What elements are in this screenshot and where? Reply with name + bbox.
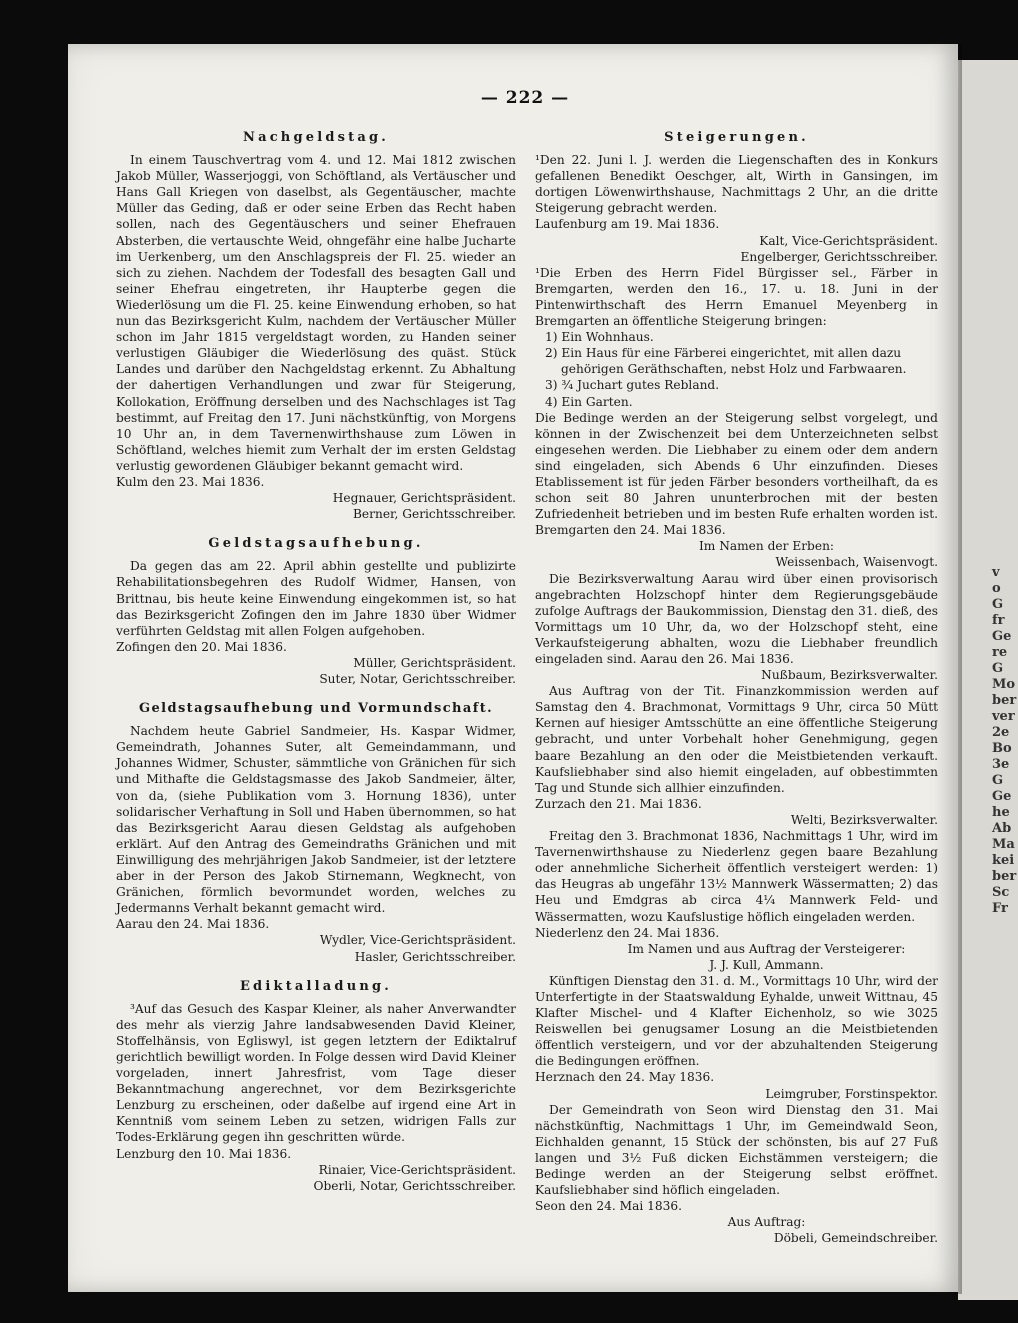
list-item: 1) Ein Wohnhaus. [545,330,654,345]
next-page-fragment: o [992,581,1001,596]
notice-body: ³Auf das Gesuch des Kaspar Kleiner, als naher Anverwandter des mehr als vierzig Jahre landsabwesenden David Kleiner, Stoffelhänsis, von Egliswyl, ist gegen letztern der Ediktalruf gerichtlich bewilligt worden. In Folge dessen wird David Kleiner vorgeladen, innert Jahresfrist, vom Tage dieser Bekanntmachung angerechnet, vor dem Bezirksgerichte Lenzburg zu erscheinen, oder daßelbe auf irgend eine Art in Kenntniß vom seinem Leben zu setzen, widrigen Falls zur Todes-Erklärung gegen ihn geschritten würde. [116,1001,516,1145]
notice-signature: Aus Auftrag: [727,1215,806,1230]
notice-place-date: Aarau den 24. Mai 1836. [116,917,270,932]
notice-body: Freitag den 3. Brachmonat 1836, Nachmittags 1 Uhr, wird im Tavernenwirthshause zu Niederlenz gegen baare Bezahlung oder annehmliche Sicherheit öffentlich versteigert werden: 1) das Heugras ab ungefähr 13½ Mannwerk Wässermatten; 2) das Heu und Emdgras ab circa 4¼ Mannwerk Feld- und Wässermatten, wozu Kaufslustige höflich eingeladen werden. [535,829,938,924]
notice-signature: Leimgruber, Forstinspektor. [765,1086,938,1101]
next-page-fragment: Ma [992,837,1015,852]
next-page-fragment: Ge [992,789,1012,804]
next-page-fragment: he [992,805,1010,820]
next-page-fragment: 3e [992,757,1010,772]
notice-body: Die Bedinge werden an der Steigerung selbst vorgelegt, und können in der Zwischenzeit bei dem Unterzeichneten selbst eingesehen werden. Die Liebhaber zu einem oder dem andern sind eingeladen, sich Abends 6 Uhr einzufinden. Dieses Etablissement ist für jeden Färber besonders vortheilhaft, da es schon seit 80 Jahren ununterbrochen mit der besten Zufriedenheit betrieben und im besten Rufe erhalten worden ist. Bremgarten den 24. Mai 1836. [535,410,938,538]
notice-place-date: Seon den 24. Mai 1836. [535,1199,683,1214]
notice-place-date: Kulm den 23. Mai 1836. [116,474,265,489]
notice-place-date: Laufenburg am 19. Mai 1836. [535,217,720,232]
next-page-fragment: G [992,661,1004,676]
notice-signature: Suter, Notar, Gerichtsschreiber. [319,672,516,686]
list-item: 4) Ein Garten. [545,394,633,409]
right-column [535,128,938,1246]
list-item: 2) Ein Haus für eine Färberei eingerichtet, mit allen dazu gehörigen Geräthschaften, nebst Holz und Farbwaaren. [545,346,907,377]
list-item: 3) ¾ Juchart gutes Rebland. [545,378,720,393]
notice-place-date: Zurzach den 21. Mai 1836. [535,796,702,811]
next-page-fragment: ber [992,869,1017,884]
notice-body: Der Gemeindrath von Seon wird Dienstag den 31. Mai nächstkünftig, Nachmittags 1 Uhr, im Gemeindwald Seon, Eichhalden genannt, 15 Stück der schönsten, bis auf 27 Fuß langen und 3½ Fuß dicken Eichstämmen versteigern; die Bedinge werden an der Steigerung selbst eröffnet. Kaufsliebhaber sind höflich eingeladen. [535,1102,938,1198]
notice-body: Nachdem heute Gabriel Sandmeier, Hs. Kaspar Widmer, Gemeindrath, Johannes Suter, alt Gemeindammann, und Johannes Widmer, Schuster, sämmtliche von Gränichen für sich und Mithafte die Geldstagsmasse des Jakob Sandmeier, älter, von da, (siehe Publikation vom 3. Hornung 1836), unter solidarischer Verhaftung in Soll und Haben übernommen, so hat das Bezirksgericht Aarau diesen Geldstag als aufgehoben erklärt. Auf den Antrag des Gemeindraths Gränichen und mit Einwilligung des mehrjährigen Jakob Sandmeier, ist der letztere aber in der Person des Jakob Stirnemann, Wegknecht, von Gränichen, förmlich bevormundet worden, welches zu Jedermanns Verhalt bekannt gemacht wird. [116,724,516,916]
notice-signature: Hegnauer, Gerichtspräsident. [332,491,516,506]
next-page-fragment: Ge [992,629,1012,644]
notice-place-date: Niederlenz den 24. Mai 1836. [535,925,720,940]
section-heading-steigerungen: Steigerungen. [664,130,809,145]
notice-signature: Kalt, Vice-Gerichtspräsident. [759,233,938,248]
notice-place-date: Zofingen den 20. Mai 1836. [116,639,287,654]
notice-body: Aus Auftrag von der Tit. Finanzkommission werden auf Samstag den 4. Brachmonat, Vormittags 9 Uhr, circa 50 Mütt Kernen auf hiesiger Amtsschütte an eine öffentliche Steigerung gebracht, und unter Vorbehalt hoher Genehmigung, gegen baare Bezahlung an den oder die Meistbietenden verkauft. Kaufsliebhaber sind also hiemit eingeladen, auf obbestimmten Tag und Stunde sich allhier einzufinden. [535,684,938,795]
notice-signature: Welti, Bezirksverwalter. [790,812,938,827]
left-column [116,128,516,1194]
next-page-fragment: fr [992,613,1005,628]
next-page-fragment: Bo [992,741,1012,756]
notice-signature: Wydler, Vice-Gerichtspräsident. [319,933,516,948]
next-page-fragment: ber [992,693,1017,708]
next-page-fragment: Mo [992,677,1016,692]
next-page-fragment: G [992,597,1004,612]
notice-signature: Rinaier, Vice-Gerichtspräsident. [318,1162,516,1177]
notice-body: ¹Die Erben des Herrn Fidel Bürgisser sel., Färber in Bremgarten, werden den 16., 17. u. 18. Juni in der Pintenwirthschaft des Herrn Emanuel Meyenberg in Bremgarten an öffentliche Steigerung bringen: [535,265,938,329]
next-page-fragment: v [992,565,1000,580]
next-page-fragment: ver [992,709,1015,724]
next-page-fragment: 2e [992,725,1010,740]
notice-place-date: Herznach den 24. May 1836. [535,1070,715,1085]
next-page-fragment: re [992,645,1008,660]
notice-signature: Müller, Gerichtspräsident. [353,655,516,670]
notice-signature: J. J. Kull, Ammann. [709,957,824,972]
notice-body: ¹Den 22. Juni l. J. werden die Liegenschaften des in Konkurs gefallenen Benedikt Oeschger, alt, Wirth in Gansingen, im dortigen Löwenwirthshause, Nachmittags 2 Uhr, an die dritte Steigerung gebracht werden. [535,153,938,216]
notice-signature: Im Namen und aus Auftrag der Versteigerer: [627,941,906,956]
next-page-fragment: kei [992,853,1015,868]
notice-signature: Engelberger, Gerichtsschreiber. [740,249,938,264]
next-page-fragment: Sc [992,885,1010,900]
section-heading-nachgeldstag: Nachgeldstag. [242,130,390,145]
next-page-edge [958,60,1018,1300]
next-page-fragment: G [992,773,1004,788]
next-page-fragment: Fr [992,901,1008,916]
notice-signature: Im Namen der Erben: [698,539,835,554]
section-heading-vormundschaft: Geldstagsaufhebung und Vormundschaft. [138,701,494,717]
notice-body: Die Bezirksverwaltung Aarau wird über einen provisorisch angebrachten Holzschopf hinter dem Regierungsgebäude zufolge Auftrags der Baukommission, Dienstag den 31. dieß, des Vormittags um 10 Uhr, da, wo der Holzschopf steht, eine Verkaufsteigerung abhalten, wozu die Liebhaber freundlich eingeladen sind. Aarau den 26. Mai 1836. [535,571,938,666]
notice-signature: Berner, Gerichtsschreiber. [352,507,516,522]
notice-signature: Nußbaum, Bezirksverwalter. [761,668,938,683]
auction-item-list [535,329,938,409]
notice-place-date: Lenzburg den 10. Mai 1836. [116,1146,292,1161]
next-page-fragment: Ab [992,821,1012,836]
notice-signature: Döbeli, Gemeindschreiber. [773,1231,938,1246]
page-number: — 222 — [480,88,570,108]
notice-body: In einem Tauschvertrag vom 4. und 12. Mai 1812 zwischen Jakob Müller, Wasserjoggi, von Schöftland, als Vertäuscher und Hans Gall Kriegen von daselbst, als Gegentäuscher, machte Müller das Geding, daß er oder seine Erben das Recht haben sollen, nach des Gegentäuschers und seiner Ehefrauen Absterben, die vertauschte Weid, ohngefähr eine halbe Jucharte im Uerkenberg, um den Anschlagspreis der Fl. 25. wieder an sich zu ziehen. Nachdem der Todesfall des besagten Gall und seiner Ehefrau eingetreten, ihr Haupterbe gegen die Wiederlösung um die Fl. 25. keine Einwendung erhoben, so hat nun das Bezirksgericht Kulm, nachdem der Vertäuscher Müller schon im Jahr 1815 vergeldstagt worden, zu Handen seiner verlustigen Gläubiger die Wiederlösung des quäst. Stück Landes und darüber den Nachgeldstag erkennt. Zu Abhaltung der dahertigen Verhandlungen und zwar für Steigerung, Kollokation, Eröffnung derselben und des Nachschlages ist Tag bestimmt, auf Freitag den 17. Juni nächstkünftig, von Morgens 10 Uhr an, in dem Tavernenwirthshause zum Löwen in Schöftland, welches hiemit zum Verhalt der im ersten Geldstag verlustig gewordenen Gläubiger bekannt gemacht wird. [116,153,516,473]
notice-body: Künftigen Dienstag den 31. d. M., Vormittags 10 Uhr, wird der Unterfertigte in der Staatswaldung Eyhalde, unweit Wittnau, 45 Klafter Mischel- und 4 Klafter Eichenholz, so wie 3025 Reiswellen bei genugsamer Losung an die Meistbietenden öffentlich versteigern, und vor der abzuhaltenden Steigerung die Bedingungen eröffnen. [535,973,938,1069]
section-heading-geldstagsaufhebung: Geldstagsaufhebung. [208,536,424,552]
notice-signature: Weissenbach, Waisenvogt. [775,555,938,570]
notice-signature: Oberli, Notar, Gerichtsschreiber. [313,1178,516,1193]
notice-body: Da gegen das am 22. April abhin gestellte und publizirte Rehabilitationsbegehren des Rudolf Widmer, Hansen, von Brittnau, bis heute keine Einwendung eingekommen ist, so hat das Bezirksgericht Zofingen den im Jahre 1830 über Widmer verführten Geldstag mit allen Folgen aufgehoben. [116,559,516,638]
section-heading-ediktalladung: Ediktalladung. [239,978,393,994]
notice-signature: Hasler, Gerichtsschreiber. [354,949,516,964]
